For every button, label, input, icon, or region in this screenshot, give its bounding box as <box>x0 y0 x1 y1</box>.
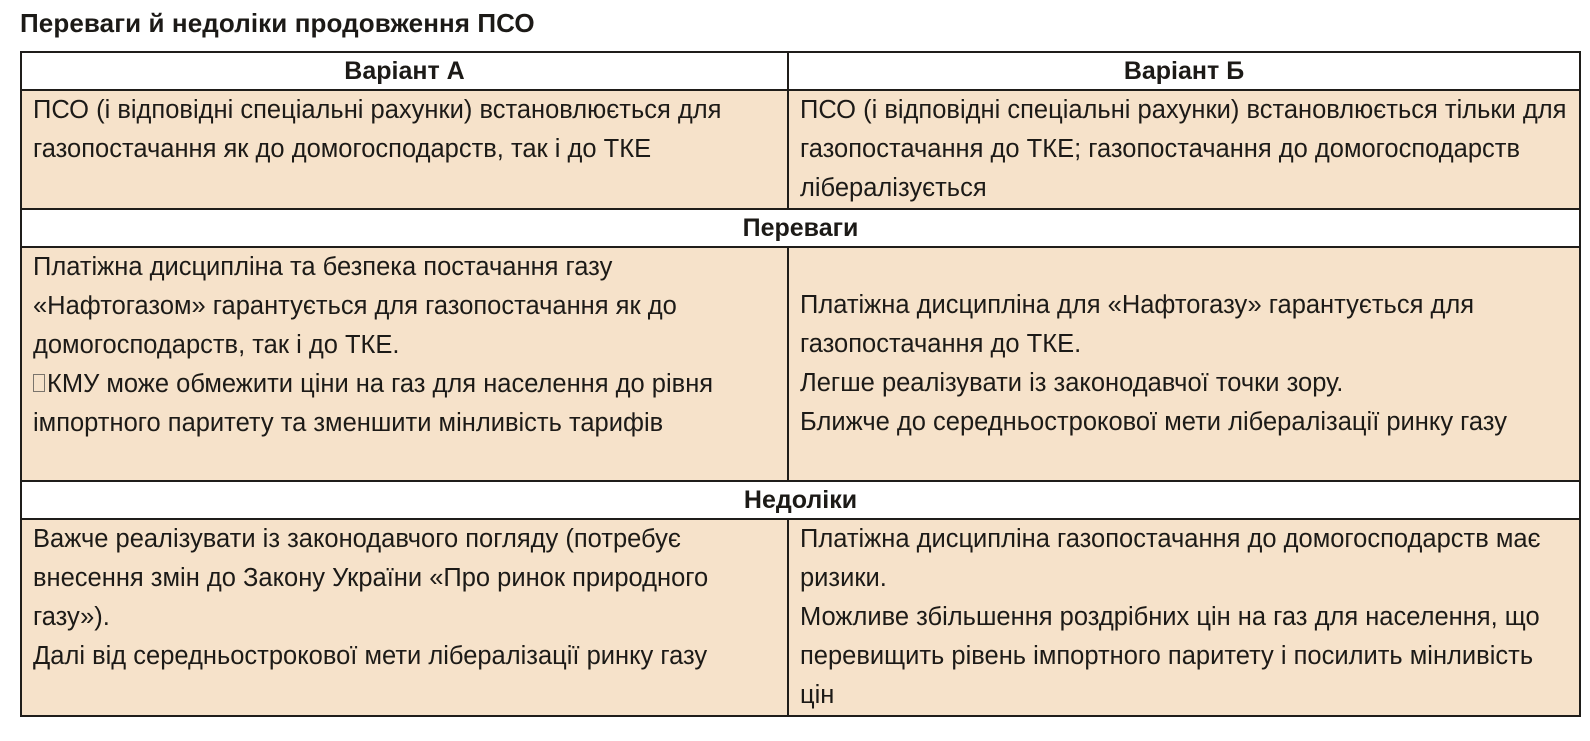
pros-option-b <box>788 247 1580 481</box>
table-header-row <box>21 52 1580 90</box>
section-header-cons <box>21 481 1580 519</box>
pros-a-item-2 <box>33 365 777 443</box>
missing-glyph-icon <box>33 374 45 392</box>
option-a-text: ПСО (і відповідні спеціальні рахунки) встановлюється для газопостачання як до домогосподарств, так і до ТКЕ <box>33 96 722 163</box>
cons-b-item-1: Платіжна дисципліна газопостачання до домогосподарств має ризики. <box>800 525 1541 592</box>
pros-label: Переваги <box>21 209 1580 247</box>
header-option-b: Варіант Б <box>788 52 1580 90</box>
section-header-pros <box>21 209 1580 247</box>
pros-a-item-1: Платіжна дисципліна та безпека постачання газу «Нафтогазом» гарантується для газопостачання як до домогосподарств, так і до ТКЕ. <box>33 253 677 359</box>
page-title: Переваги й недоліки продовження ПСО <box>20 8 535 38</box>
cons-b-item-2: Можливе збільшення роздрібних цін на газ для населення, що перевищить рівень імпортного паритету і посилить мінливість цін <box>800 603 1540 709</box>
cons-a-item-2: Далі від середньострокової мети лібералізації ринку газу <box>33 642 708 670</box>
pros-cons-table <box>20 51 1581 717</box>
option-a-description <box>21 90 788 209</box>
pros-b-item-3: Ближче до середньострокової мети лібералізації ринку газу <box>800 408 1507 436</box>
header-option-a: Варіант А <box>21 52 788 90</box>
pros-b-item-2: Легше реалізувати із законодавчої точки зору. <box>800 369 1344 397</box>
table-row-pros <box>21 247 1580 481</box>
pros-a-item-2-text: КМУ може обмежити ціни на газ для населення до рівня імпортного паритету та зменшити мінливість тарифів <box>33 370 714 437</box>
cons-option-a <box>21 519 788 716</box>
pros-option-a <box>21 247 788 481</box>
option-b-description <box>788 90 1580 209</box>
option-b-text: ПСО (і відповідні спеціальні рахунки) встановлюється тільки для газопостачання до ТКЕ; газопостачання до домогосподарств лібералізується <box>800 96 1567 202</box>
table-row-cons <box>21 519 1580 716</box>
pros-b-item-1: Платіжна дисципліна для «Нафтогазу» гарантується для газопостачання до ТКЕ. <box>800 291 1475 358</box>
cons-option-b <box>788 519 1580 716</box>
table-row-options <box>21 90 1580 209</box>
cons-label: Недоліки <box>21 481 1580 519</box>
cons-a-item-1: Важче реалізувати із законодавчого погляду (потребує внесення змін до Закону України «Про ринок природного газу»). <box>33 525 709 631</box>
